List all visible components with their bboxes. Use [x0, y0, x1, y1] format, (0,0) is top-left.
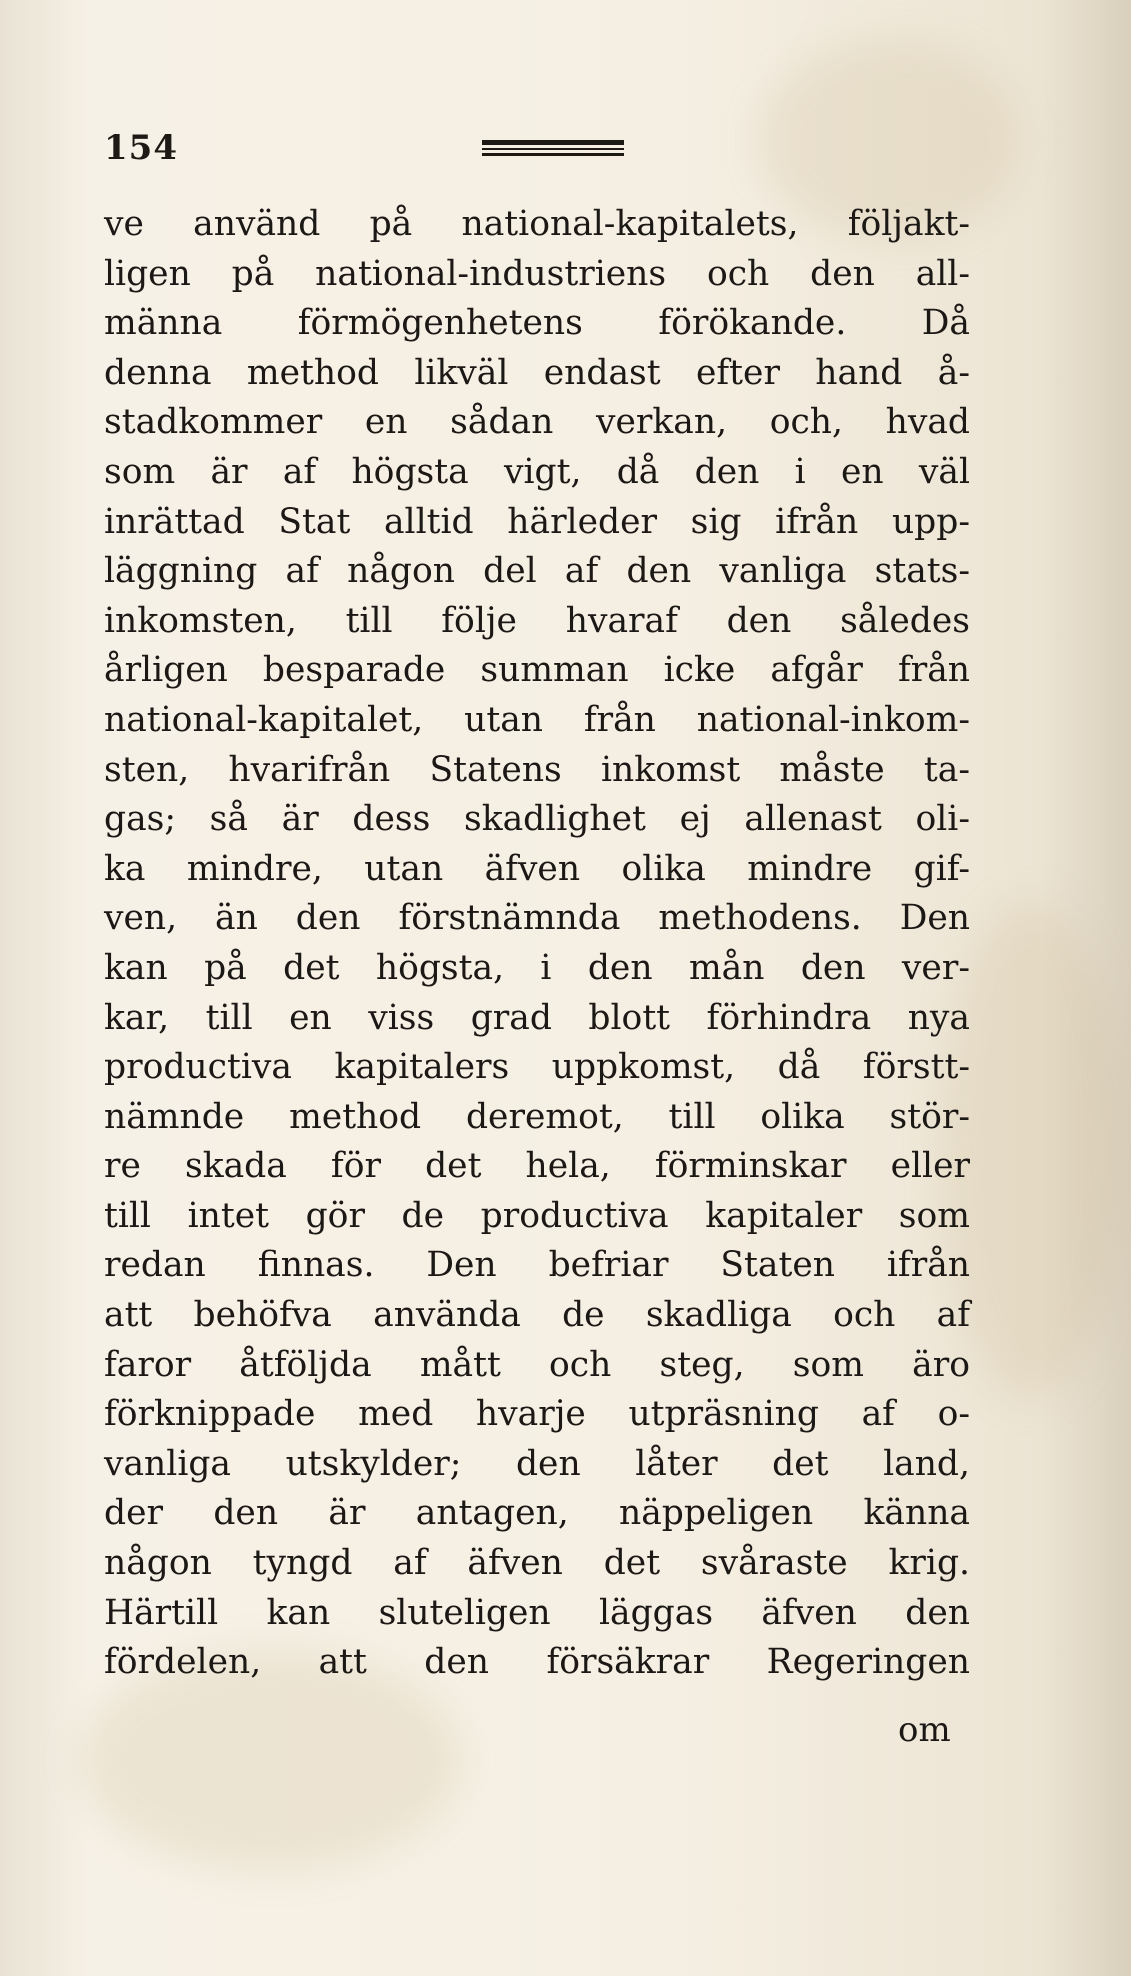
- text-line: denna method likväl endast efter hand å-: [104, 352, 970, 393]
- text-line: Härtill kan sluteligen läggas äfven den: [104, 1592, 970, 1633]
- text-line: som är af högsta vigt, då den i en väl: [104, 451, 970, 492]
- text-line: inkomsten, till följe hvaraf den således: [104, 600, 970, 641]
- text-line: männa förmögenhetens förökande. Då: [104, 303, 970, 344]
- text-line: der den är antagen, näppeligen känna: [104, 1493, 970, 1534]
- text-line: productiva kapitalers uppkomst, då förstt-: [104, 1047, 970, 1088]
- text-line: national-kapitalet, utan från national-inkom-: [104, 699, 970, 740]
- page-header: [104, 128, 1004, 178]
- text-line: ligen på national-industriens och den all-: [104, 253, 970, 294]
- text-line: kan på det högsta, i den mån den ver-: [104, 947, 970, 988]
- text-line: re skada för det hela, förminskar eller: [104, 1146, 970, 1187]
- body-text: [104, 200, 970, 1688]
- text-line: faror åtföljda mått och steg, som äro: [104, 1344, 970, 1385]
- text-line: kar, till en viss grad blott förhindra nya: [104, 997, 970, 1038]
- text-line: att behöfva använda de skadliga och af: [104, 1295, 970, 1336]
- text-line: sten, hvarifrån Statens inkomst måste ta-: [104, 749, 970, 790]
- text-line: förknippade med hvarje utpräsning af o-: [104, 1394, 970, 1435]
- text-line: läggning af någon del af den vanliga stats-: [104, 551, 970, 592]
- text-line: ven, än den förstnämnda methodens. Den: [104, 898, 970, 939]
- text-line: redan finnas. Den befriar Staten ifrån: [104, 1245, 970, 1286]
- text-line: stadkommer en sådan verkan, och, hvad: [104, 402, 970, 443]
- page-number: 154: [104, 128, 178, 168]
- text-line: ve använd på national-kapitalets, följakt-: [104, 204, 970, 244]
- header-rule: [482, 140, 624, 156]
- text-line: vanliga utskylder; den låter det land,: [104, 1443, 970, 1484]
- text-line: någon tyngd af äfven det svåraste krig.: [104, 1543, 970, 1584]
- text-line: fördelen, att den försäkrar Regeringen: [104, 1642, 970, 1683]
- text-line: inrättad Stat alltid härleder sig ifrån upp-: [104, 501, 970, 542]
- text-line: till intet gör de productiva kapitaler som: [104, 1195, 970, 1236]
- catchword: om: [898, 1710, 951, 1750]
- text-line: gas; så är dess skadlighet ej allenast oli-: [104, 799, 970, 840]
- text-line: nämnde method deremot, till olika stör-: [104, 1096, 970, 1137]
- text-line: ka mindre, utan äfven olika mindre gif-: [104, 848, 970, 889]
- text-line: årligen besparade summan icke afgår från: [104, 650, 970, 691]
